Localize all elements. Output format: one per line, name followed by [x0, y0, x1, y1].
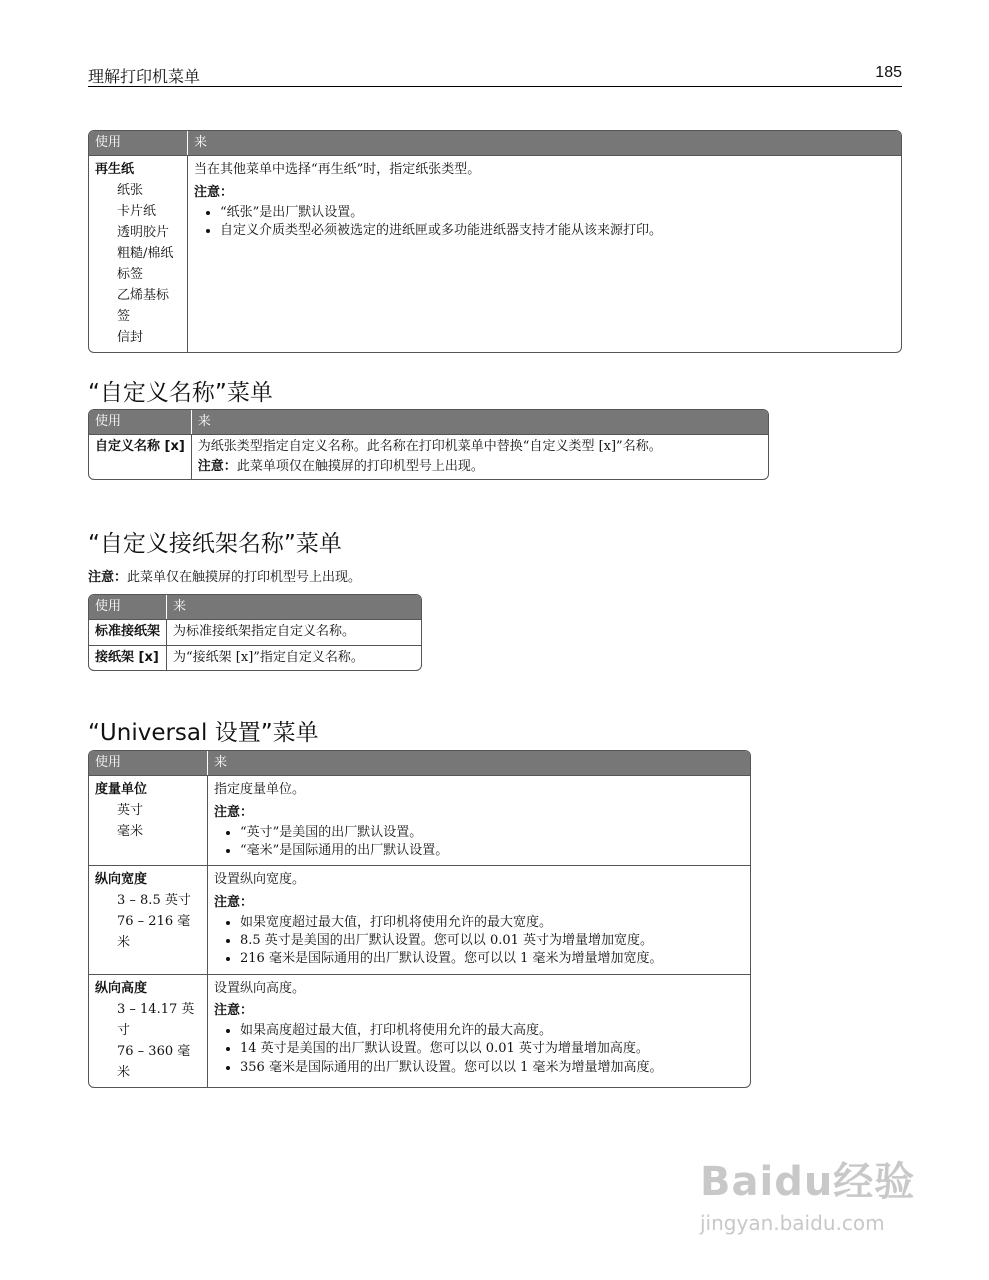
page-header — [88, 62, 902, 87]
option-item: 76 – 360 毫米 — [117, 1043, 191, 1080]
description-cell — [207, 974, 750, 1087]
note-item: • 如果宽度超过最大值，打印机将使用允许的最大宽度。 — [240, 915, 744, 931]
note-text: 此菜单项仅在触摸屏的打印机型号上出现。 — [236, 458, 484, 474]
col-for-header: 来 — [166, 595, 421, 619]
watermark — [700, 1150, 940, 1260]
description: 当在其他菜单中选择“再生纸”时，指定纸张类型。 — [194, 162, 481, 178]
watermark-url: jingyan.baidu.com — [700, 1211, 885, 1235]
note-label: 注意： — [194, 184, 234, 200]
menu-item-name: 标准接纸架 — [89, 619, 166, 644]
note-item: • 14 英寸是美国的出厂默认设置。您可以以 0.01 英寸为增量增加高度。 — [240, 1041, 744, 1057]
custom-name-table — [88, 409, 769, 480]
custom-bin-name-table — [88, 594, 422, 671]
note-list — [214, 1023, 744, 1076]
note-label: 注意： — [214, 1002, 254, 1018]
section-note — [88, 566, 361, 585]
option-item: 粗糙/棉纸 — [117, 246, 174, 262]
option-item: 透明胶片 — [117, 225, 170, 241]
note-item: • 216 毫米是国际通用的出厂默认设置。您可以以 1 毫米为增量增加宽度。 — [240, 951, 744, 967]
note-item: • “毫米”是国际通用的出厂默认设置。 — [240, 843, 744, 859]
note-item: • “纸张”是出厂默认设置。 — [220, 205, 895, 221]
section-heading: “Universal 设置”菜单 — [88, 720, 319, 746]
description: 为标准接纸架指定自定义名称。 — [166, 619, 421, 644]
page-title: 理解打印机菜单 — [88, 67, 201, 86]
note-item: • 356 毫米是国际通用的出厂默认设置。您可以以 1 毫米为增量增加高度。 — [240, 1060, 744, 1076]
col-for-header: 来 — [207, 751, 750, 775]
option-item: 3 – 14.17 英寸 — [117, 1001, 195, 1038]
note-item: • 如果高度超过最大值，打印机将使用允许的最大高度。 — [240, 1023, 744, 1039]
watermark-logo: Baidu经验 — [700, 1159, 916, 1205]
menu-item-name: 再生纸 — [95, 162, 135, 178]
note-list — [214, 915, 744, 968]
note-item: • 8.5 英寸是美国的出厂默认设置。您可以以 0.01 英寸为增量增加宽度。 — [240, 933, 744, 949]
option-item: 英寸 — [117, 803, 144, 819]
option-item: 3 – 8.5 英寸 — [117, 893, 191, 909]
option-item: 毫米 — [117, 824, 144, 840]
note-list — [194, 205, 895, 240]
note-line — [198, 459, 762, 475]
section-heading: “自定义接纸架名称”菜单 — [88, 531, 342, 557]
note-item: • 自定义介质类型必须被选定的进纸匣或多功能进纸器支持才能从该来源打印。 — [220, 223, 895, 239]
description: 设置纵向宽度。 — [214, 872, 306, 888]
description: 为纸张类型指定自定义名称。此名称在打印机菜单中替换“自定义类型 [x]”名称。 — [197, 439, 662, 455]
col-for-header: 来 — [187, 131, 901, 155]
description-cell — [187, 155, 901, 352]
description: 设置纵向高度。 — [214, 980, 306, 996]
menu-item-name: 度量单位 — [95, 782, 148, 798]
description-cell — [191, 434, 768, 479]
description: 指定度量单位。 — [214, 782, 306, 798]
description-cell — [207, 775, 750, 865]
option-item: 标签 — [117, 267, 144, 283]
description: 为“接纸架 [x]”指定自定义名称。 — [166, 645, 421, 670]
recycled-paper-table — [88, 130, 902, 353]
option-item: 卡片纸 — [117, 204, 157, 220]
option-item: 乙烯基标签 — [117, 288, 170, 325]
menu-item-name: 自定义名称 [x] — [89, 434, 191, 479]
section-heading: “自定义名称”菜单 — [88, 380, 273, 406]
note-label: 注意： — [197, 458, 237, 474]
menu-item-cell — [89, 974, 207, 1087]
note-label: 注意： — [88, 570, 128, 585]
note-text: 此菜单仅在触摸屏的打印机型号上出现。 — [127, 570, 362, 585]
note-item: • “英寸”是美国的出厂默认设置。 — [240, 825, 744, 841]
menu-item-name: 纵向宽度 — [95, 872, 148, 888]
col-use-header: 使用 — [89, 751, 207, 775]
note-list — [214, 825, 744, 860]
note-label: 注意： — [214, 804, 254, 820]
page-number: 185 — [875, 64, 902, 81]
col-use-header: 使用 — [89, 131, 187, 155]
menu-item-cell — [89, 775, 207, 865]
option-item: 信封 — [117, 330, 144, 346]
menu-item-cell — [89, 865, 207, 973]
description-cell — [207, 865, 750, 973]
universal-setup-table — [88, 750, 751, 1088]
col-use-header: 使用 — [89, 595, 166, 619]
menu-item-name: 接纸架 [x] — [89, 645, 166, 670]
menu-item-cell — [89, 155, 187, 352]
note-label: 注意： — [214, 894, 254, 910]
menu-item-name: 纵向高度 — [95, 980, 148, 996]
option-item: 纸张 — [117, 183, 144, 199]
option-item: 76 – 216 毫米 — [117, 914, 191, 951]
col-for-header: 来 — [191, 410, 768, 434]
col-use-header: 使用 — [89, 410, 191, 434]
